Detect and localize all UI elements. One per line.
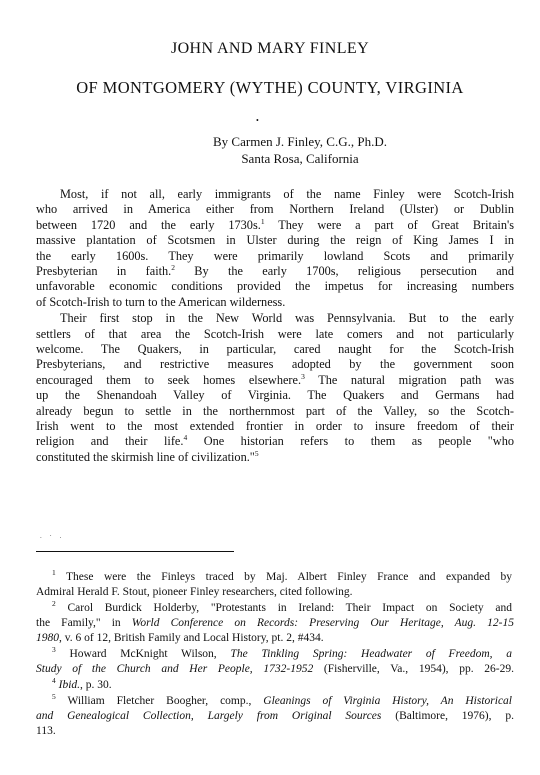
body-line: Presbyterian in faith.$^2$ By the early 1700s, religious persecution and bbox=[36, 262, 514, 278]
footnote-5-line-1: $^5$ William Fletcher Boogher, comp., Gleanings of Virginia History, An Historical bbox=[52, 692, 512, 707]
footnote-2-line-1: $^2$ Carol Burdick Holderby, "Protestants in Ireland: Their Impact on Society and bbox=[52, 599, 512, 614]
body-line: religion and their life.$^4$ One historian refers to them as people "who bbox=[36, 433, 514, 449]
body-line: massive plantation of Scotsmen in Ulster during the reign of King James I in bbox=[36, 233, 514, 248]
footnote-5-line-2: and Genealogical Collection, Largely from Original Sources (Baltimore, 1976), p. bbox=[36, 710, 514, 722]
title-line-1: JOHN AND MARY FINLEY bbox=[170, 40, 370, 57]
body-line: settlers of that area the Scotch-Irish were late comers and not particularly bbox=[36, 326, 514, 341]
author-byline: By Carmen J. Finley, C.G., Ph.D. bbox=[213, 134, 387, 149]
body-line: of Scotch-Irish to turn to the American wilderness. bbox=[36, 294, 286, 309]
author-location: Santa Rosa, California bbox=[241, 151, 359, 166]
body-line: constituted the skirmish line of civilization."$^5$ bbox=[36, 448, 259, 464]
body-line: welcome. The Quakers, in particular, cared naught for the Scotch-Irish bbox=[36, 342, 514, 356]
body-line: Their first stop in the New World was Pennsylvania. But to the early bbox=[60, 311, 514, 326]
body-line: between 1720 and the early 1730s.$^1$ They were a part of Great Britain's bbox=[36, 216, 514, 232]
body-line: already begun to settle in the northernmost part of the Valley, so the Scotch- bbox=[36, 403, 514, 418]
footnote-2-line-3: 1980, v. 6 of 12, British Family and Local History, pt. 2, #434. bbox=[36, 632, 324, 644]
body-line: who arrived in America either from Northern Ireland (Ulster) or Dublin bbox=[36, 202, 514, 217]
footnote-4: $^4$ Ibid., p. 30. bbox=[52, 676, 112, 691]
footnote-1-line-1: $^1$ These were the Finleys traced by Maj. Albert Finley France and expanded by bbox=[52, 568, 512, 583]
footnote-3-line-2: Study of the Church and Her People, 1732-1952 (Fisherville, Va., 1954), pp. 26-29. bbox=[36, 663, 514, 675]
body-line: unfavorable economic conditions provided the impetus for increasing numbers bbox=[36, 279, 514, 294]
footnote-1-line-2: Admiral Herald F. Stout, pioneer Finley researchers, cited following. bbox=[36, 586, 353, 598]
decorative-specks: . · . bbox=[40, 532, 65, 540]
body-line: encouraged them to seek homes elsewhere.$^3$ The natural migration path was bbox=[36, 371, 514, 387]
footnote-3-line-1: $^3$ Howard McKnight Wilson, The Tinkling Spring: Headwater of Freedom, a bbox=[52, 645, 513, 660]
body-line: the early 1600s. They were primarily lowland Scots and primarily bbox=[36, 248, 514, 263]
footnote-divider bbox=[36, 551, 234, 552]
footnote-2-line-2: the Family," in World Conference on Records: Preserving Our Heritage, Aug. 12-15 bbox=[36, 617, 515, 629]
body-line: up the Shenandoah Valley of Virginia. The Quakers and Germans had bbox=[36, 388, 514, 403]
speck: • bbox=[256, 116, 259, 125]
body-line: Presbyterians, and restrictive measures adopted by the government soon bbox=[36, 357, 514, 372]
title-line-2: OF MONTGOMERY (WYTHE) COUNTY, VIRGINIA bbox=[76, 78, 464, 97]
footnote-5-line-3: 113. bbox=[36, 725, 56, 737]
body-line: Irish went to the most extended frontier in order to insure freedom of their bbox=[36, 419, 514, 433]
body-line: Most, if not all, early immigrants of the name Finley were Scotch-Irish bbox=[60, 187, 514, 201]
